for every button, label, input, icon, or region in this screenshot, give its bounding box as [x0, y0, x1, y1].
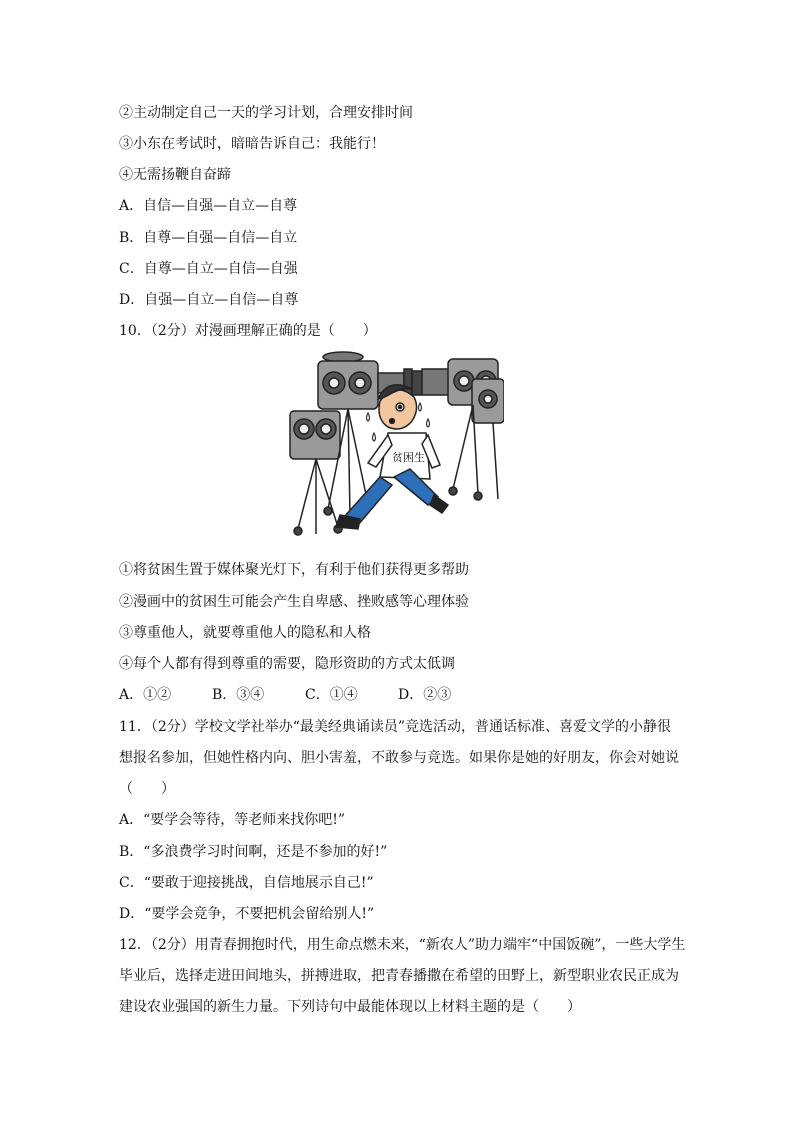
- q11-option-a: A．“要学会等待，等老师来找你吧!”: [119, 812, 346, 828]
- q10-option-b: B．③④: [212, 687, 265, 703]
- cartoon-label: 贫困生: [392, 451, 425, 464]
- q9-item-3: ③小东在考试时，暗暗告诉自己：我能行！: [119, 136, 385, 152]
- q11-option-b: B．“多浪费学习时间啊，还是不参加的好!”: [119, 844, 388, 860]
- q11-stem-line-3: （ ）: [119, 781, 175, 797]
- q11-stem-line-1: 11．（2分）学校文学社举办“最美经典诵读员”竞选活动，普通话标准、喜爱文学的小静很: [119, 719, 672, 735]
- q11-option-c: C．“要敢于迎接挑战，自信地展示自己!”: [119, 875, 374, 891]
- camera-left-icon: [290, 411, 342, 535]
- q12-stem-line-2: 毕业后，选择走进田间地头，拼搏进取，把青春播撒在希望的田野上，新型职业农民正成为: [119, 968, 679, 984]
- q10-option-a: A．①②: [119, 687, 172, 703]
- q12-stem-line-3: 建设农业强国的新生力量。下列诗句中最能体现以上材料主题的是（ ）: [119, 999, 581, 1015]
- q9-option-d: D．自强—自立—自信—自尊: [119, 292, 299, 308]
- cartoon-image: [288, 349, 504, 543]
- q9-option-b: B．自尊—自强—自信—自立: [119, 230, 298, 246]
- q10-option-d: D．②③: [398, 687, 452, 703]
- q9-item-4: ④无需扬鞭自奋蹄: [119, 167, 231, 183]
- q10-item-2: ②漫画中的贫困生可能会产生自卑感、挫败感等心理体验: [119, 594, 469, 610]
- q11-option-d: D．“要学会竞争，不要把机会留给别人!”: [119, 906, 375, 922]
- q9-option-c: C．自尊—自立—自信—自强: [119, 261, 298, 277]
- q10-item-3: ③尊重他人，就要尊重他人的隐私和人格: [119, 625, 371, 641]
- q12-stem-line-1: 12．（2分）用青春拥抱时代，用生命点燃未来，“新农人”助力端牢“中国饭碗”，一些大学生: [119, 937, 686, 953]
- q11-stem-line-2: 想报名参加，但她性格内向、胆小害羞，不敢参与竞选。如果你是她的好朋友，你会对她说: [119, 750, 679, 766]
- q10-options: [119, 686, 451, 704]
- q10-item-4: ④每个人都有得到尊重的需要，隐形资助的方式太低调: [119, 656, 455, 672]
- q9-option-a: A．自信—自强—自立—自尊: [119, 198, 298, 214]
- q10-stem: 10．（2分）对漫画理解正确的是（ ）: [119, 323, 377, 339]
- q9-item-2: ②主动制定自己一天的学习计划，合理安排时间: [119, 105, 413, 121]
- q10-item-1: ①将贫困生置于媒体聚光灯下，有利于他们获得更多帮助: [119, 562, 469, 578]
- q10-option-c: C．①④: [305, 687, 358, 703]
